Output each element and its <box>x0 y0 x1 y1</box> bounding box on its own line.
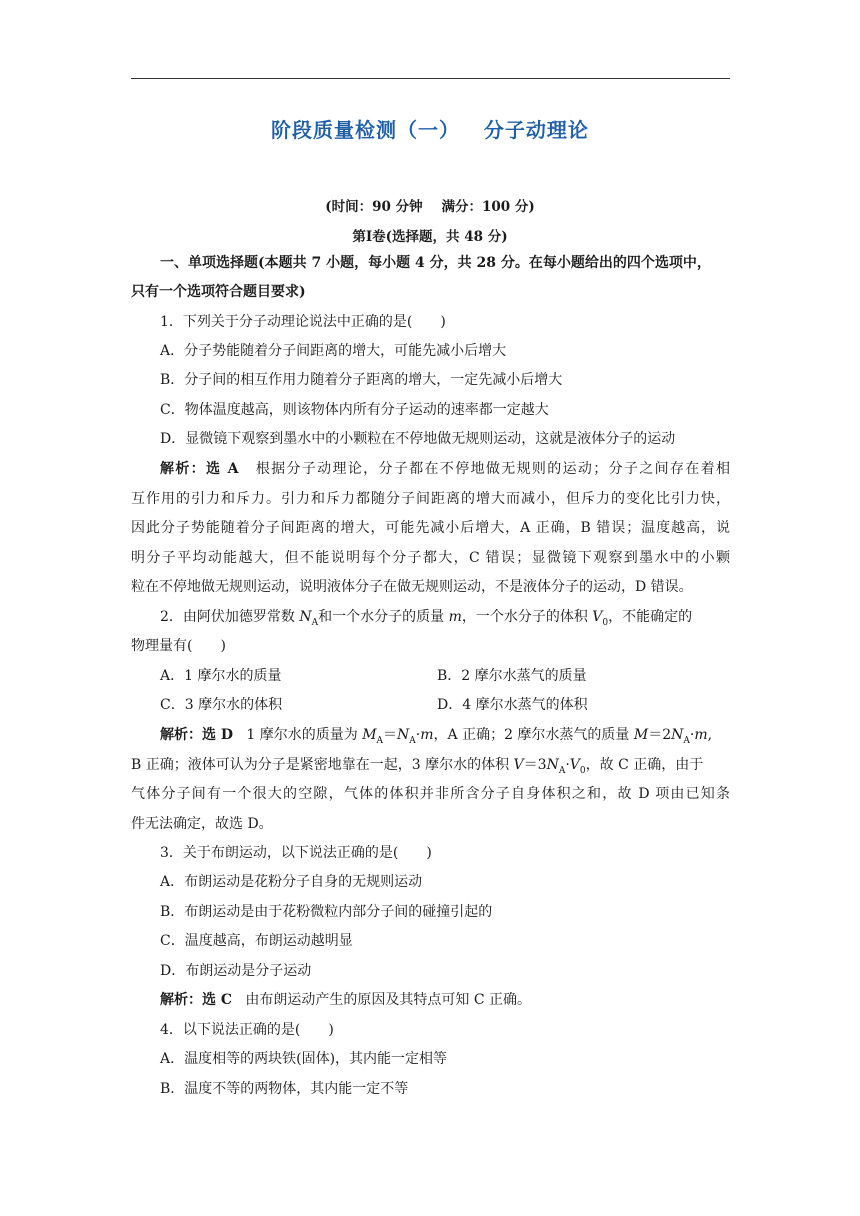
analysis-text: 1 摩尔水的质量为 <box>246 727 363 743</box>
q2-stem-text: 和一个水分子的质量 <box>318 609 449 625</box>
section-heading-line2: 只有一个选项符合题目要求) <box>131 284 306 300</box>
time-info: (时间：90 分钟 满分：100 分) <box>325 199 535 215</box>
page-title: 阶段质量检测（一） 分子动理论 <box>271 118 589 142</box>
q1-analysis-line2: 互作用的引力和斥力。引力和斥力都随分子间距离的增大而减小，但斥力的变化比引力快， <box>131 491 730 507</box>
analysis-label: 解析：选 D <box>160 727 234 743</box>
subscript: A <box>311 617 319 628</box>
q2-stem-line1 <box>160 607 730 633</box>
analysis-label: 解析：选 C <box>160 992 233 1008</box>
q1-analysis-line3: 因此分子势能随着分子间距离的增大，可能先减小后增大，A 正确，B 错误；温度越高，说 <box>131 520 730 536</box>
q2-analysis-line3: 气体分子间有一个很大的空隙，气体的体积并非所含分子自身体积之和，故 D 项由已知条 <box>131 786 730 802</box>
subscript: A <box>376 735 384 746</box>
mass-symbol: m <box>448 609 462 625</box>
q2-options-row2 <box>160 695 730 715</box>
avogadro-symbol: N <box>671 727 684 743</box>
analysis-text: B 正确；液体可认为分子是紧密地靠在一起，3 摩尔水的体积 <box>131 757 514 773</box>
analysis-text: ，故 C 正确，由于 <box>585 757 704 773</box>
q2-option-b: B．2 摩尔水蒸气的质量 <box>437 668 587 684</box>
avogadro-symbol: N <box>299 609 312 625</box>
equals-sign: ＝3 <box>523 757 547 773</box>
mass-term: ·m <box>689 727 708 743</box>
q2-option-d: D．4 摩尔水蒸气的体积 <box>437 697 588 713</box>
q2-stem-line2: 物理量有( ) <box>131 638 226 654</box>
q3-option-d: D．布朗运动是分子运动 <box>160 963 312 979</box>
q1-option-c: C．物体温度越高，则该物体内所有分子运动的速率都一定越大 <box>160 402 549 418</box>
q2-option-c: C．3 摩尔水的体积 <box>160 697 283 713</box>
q1-analysis-line1 <box>160 459 730 479</box>
q1-option-a: A．分子势能随着分子间距离的增大，可能先减小后增大 <box>160 343 507 359</box>
analysis-text: 根据分子动理论，分子都在不停地做无规则的运动；分子之间存在着相 <box>255 461 730 477</box>
q1-analysis-line4: 明分子平均动能越大，但不能说明每个分子都大，C 错误；显微镜下观察到墨水中的小颗 <box>131 550 730 566</box>
q1-option-b: B．分子间的相互作用力随着分子距离的增大，一定先减小后增大 <box>160 372 563 388</box>
q3-stem: 3．关于布朗运动，以下说法正确的是( ) <box>160 845 432 861</box>
q2-options-row1 <box>160 666 730 686</box>
analysis-text: ，A 正确；2 摩尔水蒸气的质量 <box>433 727 634 743</box>
equals-sign: ＝ <box>383 727 398 743</box>
q1-analysis-line5: 粒在不停地做无规则运动，说明液体分子在做无规则运动，不是液体分子的运动，D 错误。 <box>131 579 693 595</box>
q2-stem-text: ，不能确定的 <box>608 609 693 625</box>
header-rule <box>131 78 730 79</box>
subscript: A <box>409 735 416 746</box>
analysis-label: 解析：选 A <box>160 461 239 477</box>
volume-symbol: V <box>513 757 524 773</box>
q4-option-a: A．温度相等的两块铁(固体)，其内能一定相等 <box>160 1051 448 1067</box>
subscript: A <box>558 765 566 776</box>
q2-analysis-line4: 件无法确定，故选 D。 <box>131 816 273 832</box>
analysis-text: 由布朗运动产生的原因及其特点可知 C 正确。 <box>245 992 532 1008</box>
subscript: A <box>683 735 690 746</box>
mass-symbol: M <box>362 727 377 743</box>
q3-option-a: A．布朗运动是花粉分子自身的无规则运动 <box>160 874 423 890</box>
q3-option-b: B．布朗运动是由于花粉微粒内部分子间的碰撞引起的 <box>160 904 493 920</box>
q2-analysis-line2: B 正确；液体可认为分子是紧密地靠在一起，3 摩尔水的体积 $V=3N_A\cdot V_0$，故 C 正确，由于 <box>131 757 704 776</box>
q3-analysis <box>160 990 730 1010</box>
mass-term: ·m <box>415 727 434 743</box>
q4-stem: 4．以下说法正确的是( ) <box>160 1022 334 1038</box>
q2-stem-text: ，一个水分子的体积 <box>461 609 593 625</box>
q3-option-c: C．温度越高，布朗运动越明显 <box>160 933 353 949</box>
volume-symbol: V <box>569 757 580 773</box>
q4-option-b: B．温度不等的两物体，其内能一定不等 <box>160 1081 409 1097</box>
q1-option-d: D．显微镜下观察到墨水中的小颗粒在不停地做无规则运动，这就是液体分子的运动 <box>160 431 676 447</box>
subscript: 0 <box>602 617 609 628</box>
avogadro-symbol: N <box>397 727 410 743</box>
subscript: 0 <box>579 765 586 776</box>
q2-option-a: A．1 摩尔水的质量 <box>160 668 282 684</box>
avogadro-symbol: N <box>546 757 559 773</box>
q2-analysis-line1: 解析：选 D 1 摩尔水的质量为 $M_A=N_A\cdot m$，A 正确；2 摩尔水蒸气的质量 $M=2N_A\cdot m$, <box>160 727 713 746</box>
part-heading: 第Ⅰ卷(选择题，共 48 分) <box>352 229 508 245</box>
mass-symbol: M <box>633 727 649 743</box>
section-heading-line1: 一、单项选择题(本题共 7 小题，每小题 4 分，共 28 分。在每小题给出的四个选项中， <box>160 255 711 271</box>
q2-stem-text: 2．由阿伏加德罗常数 <box>160 609 300 625</box>
equals-sign: ＝2 <box>648 727 672 743</box>
volume-symbol: V <box>592 609 603 625</box>
q1-stem: 1．下列关于分子动理论说法中正确的是( ) <box>160 314 446 330</box>
